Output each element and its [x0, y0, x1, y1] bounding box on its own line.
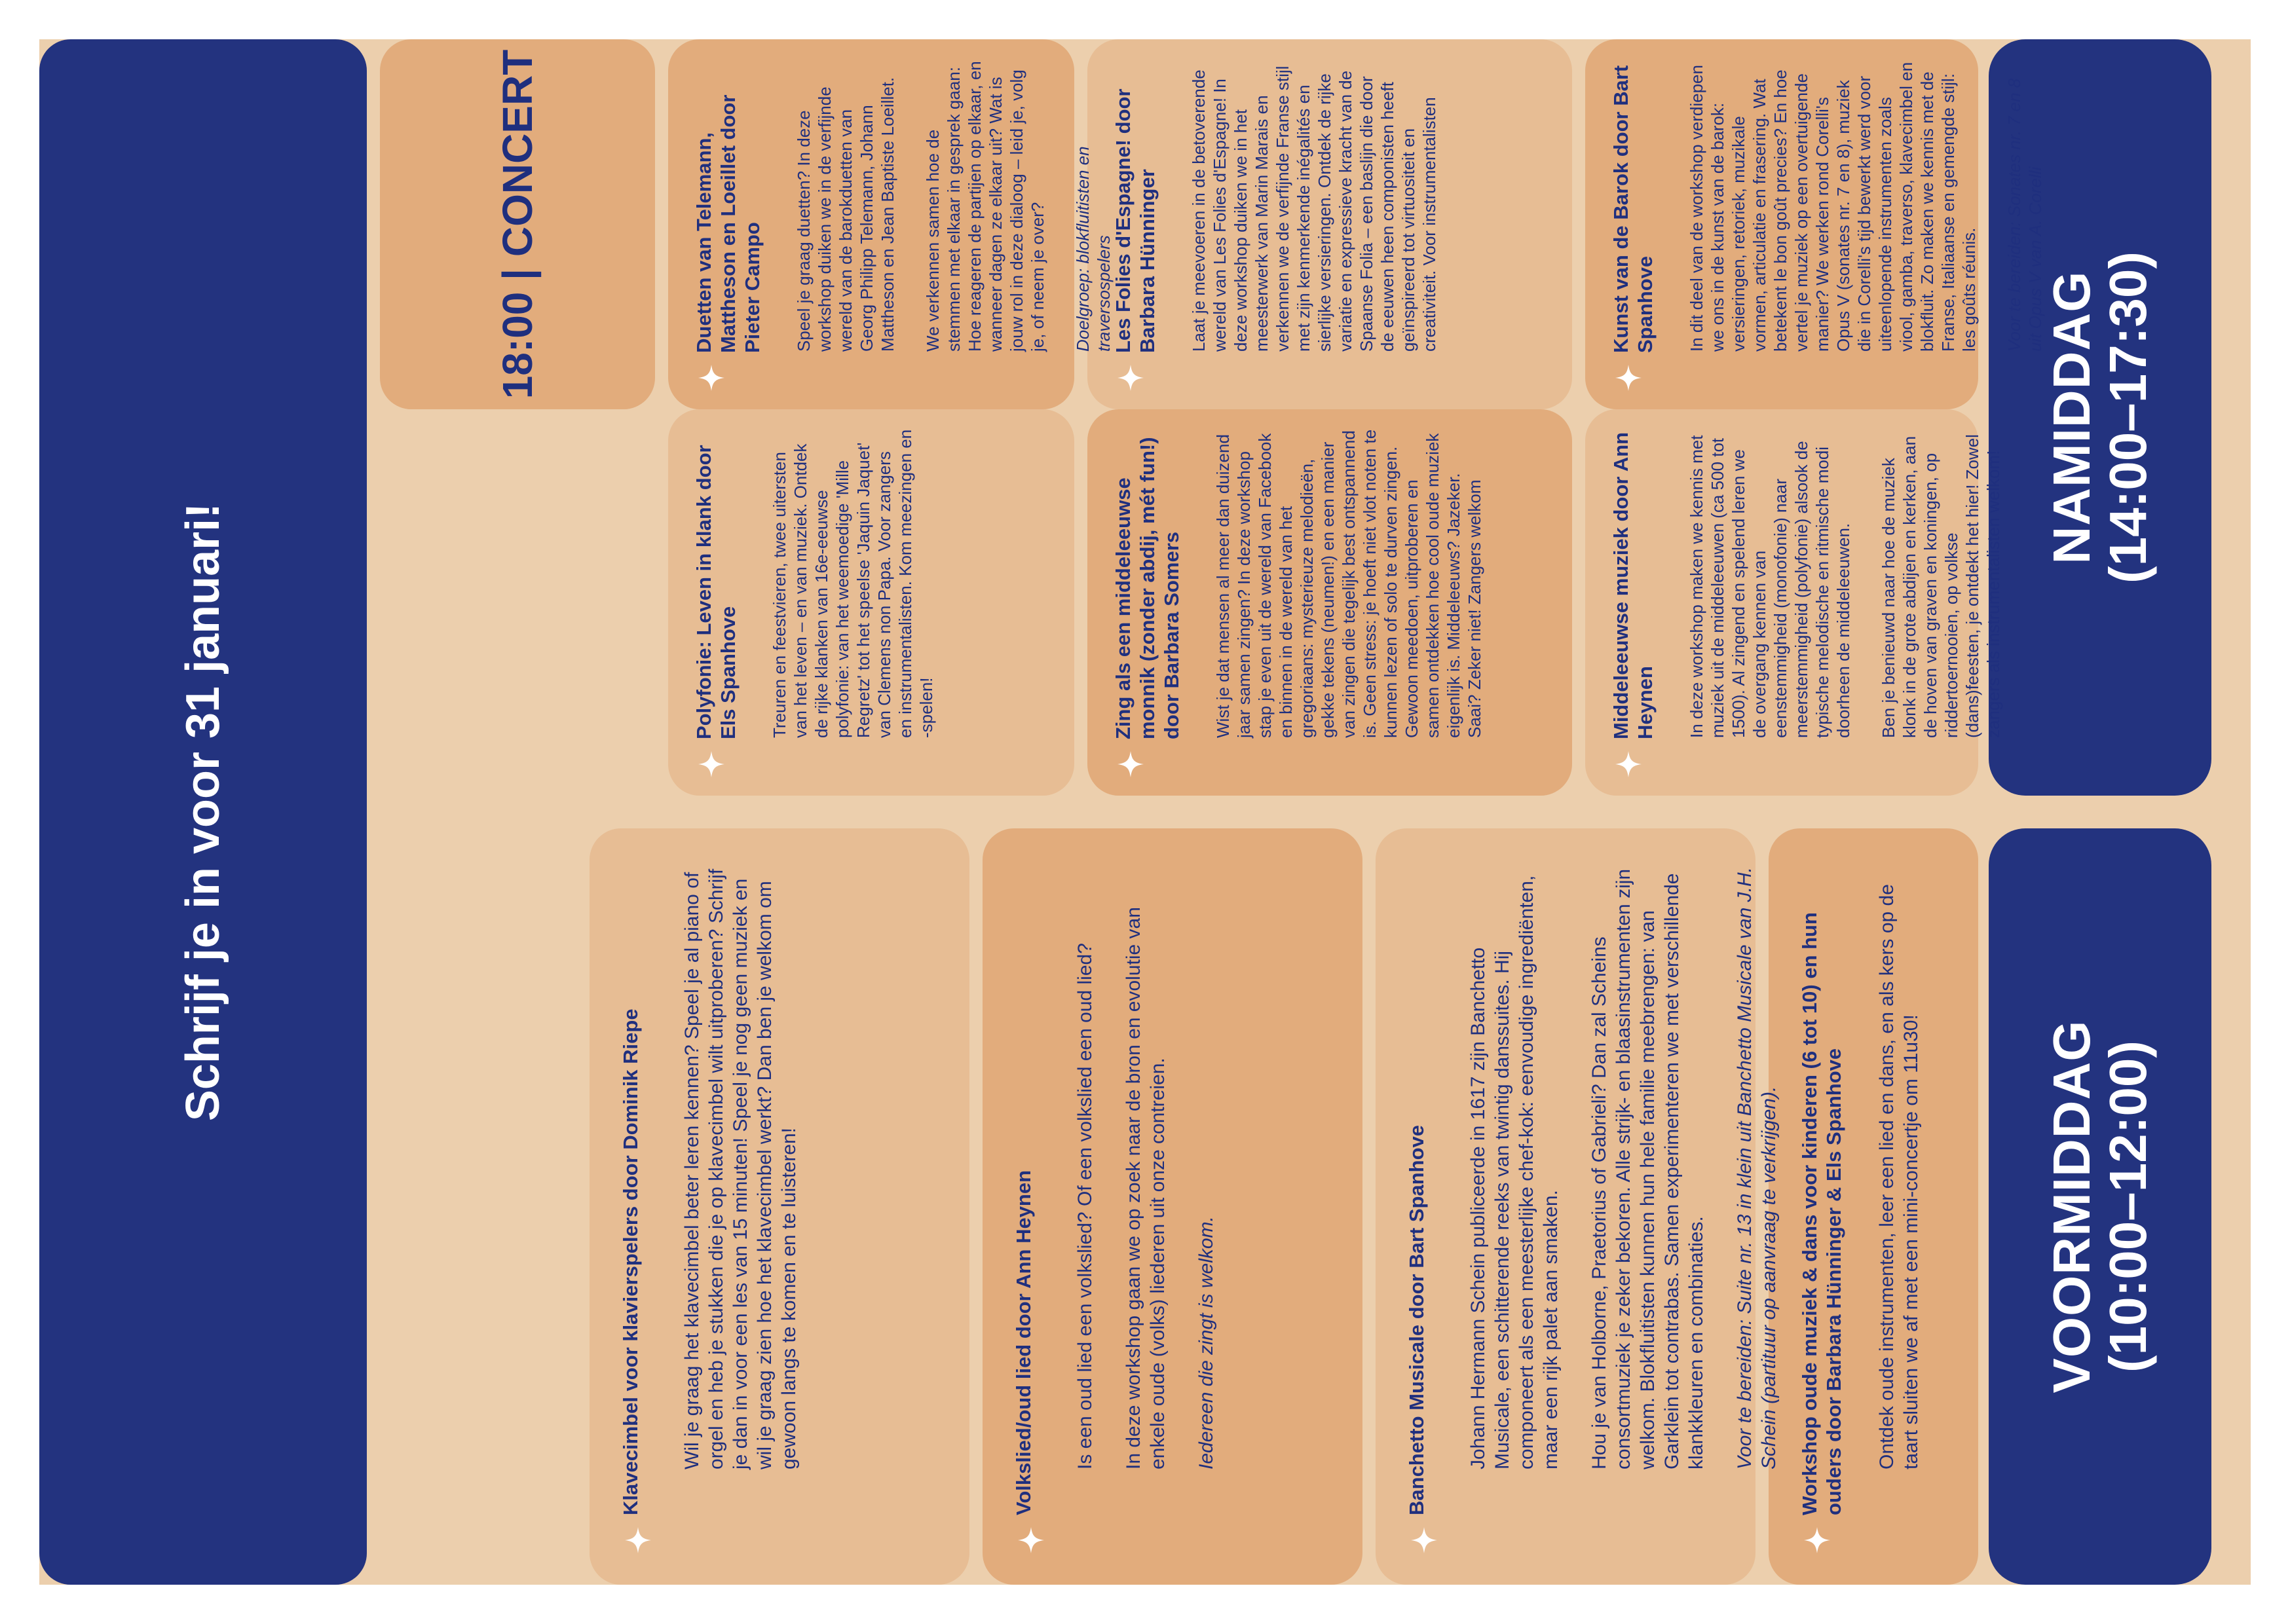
morning-header	[1989, 828, 2211, 1585]
session-note: Voor te bereiden: Sonates nr. 7 en 8 uit Opus V van A. Corelli	[2004, 78, 2045, 352]
concert-block	[380, 39, 655, 409]
session-text: In dit deel van de workshop verdiepen we ons in de kunst van de barok: versieringen, retoriek, muzikale vormen, articulatie en frasering. Wat betekent le bon goût precies? En hoe vertel je muziek op een overtuigende manier? We werken rond Corelli's Opus V (sonates nr. 7 en 8), muziek die in Corelli's tijd bewerkt werd voor uiteenlopende instrumenten zoals viool, gamba, traverso, klavecimbel en blokfluit. Zo maken we kennis met de Franse, Italiaanse en gemengde stijl: les goûts réunis.	[1687, 62, 1979, 352]
signup-text: Schrijf je in voor 31 januari!	[177, 502, 229, 1122]
sparkle-star-icon	[1018, 1527, 1044, 1553]
morning-time: (10:00–12:00)	[2099, 1041, 2157, 1373]
session-card	[1585, 39, 2045, 409]
sparkle-star-icon	[1411, 1527, 1437, 1553]
session-card	[1585, 409, 2003, 796]
session-text: Is een oud lied een volkslied? Of een volkslied een oud lied?	[1074, 943, 1096, 1469]
session-text: Wil je graag het klavecimbel beter leren kennen? Speel je al piano of orgel en heb je stukken die je op klavecimbel wilt uitproberen? Schrijf je dan in voor een les van 15 minuten! Speel je nog geen muziek en wil je graag zien hoe het klavecimbel werkt? Dan ben je welkom om gewoon langs te komen en te luisteren!	[681, 868, 800, 1469]
session-header	[1797, 860, 1846, 1553]
session-text: Wist je dat mensen al meer dan duizend jaar samen zingen? In deze workshop stap je even uit de wereld van Facebook en binnen in de wereld van het gregoriaans: mysterieuze melodieën, gekke tekens (neumen!) en een manier van zingen die tegelijk best ontspannend is. Geen stress: je hoeft niet vlot noten te kunnen lezen of solo te durven zingen. Gewoon meedoen, uitproberen en samen ontdekken hoe cool oude muziek eigenlijk is. Middeleeuws? Jazeker. Saai? Zeker niet! Zangers welkom	[1213, 429, 1484, 738]
session-note: Iedereen die zingt is welkom.	[1195, 1216, 1217, 1469]
afternoon-title: NAMIDDAG	[2042, 270, 2101, 564]
session-title: Workshop oude muziek & dans voor kinderen (6 tot 10) en hun ouders door Barbara Hünninger & Els Spanhove	[1798, 912, 1845, 1515]
afternoon-time: (14:00–17:30)	[2099, 251, 2157, 583]
session-title: Volkslied/oud lied door Ann Heynen	[1012, 1170, 1035, 1515]
session-card	[590, 828, 969, 1585]
session-card	[1087, 39, 1572, 409]
sparkle-star-icon	[1804, 1527, 1830, 1553]
session-title: Polyfonie: Leven in klank door Els Spanhove	[692, 445, 740, 739]
session-title: Duetten van Telemann, Mattheson en Loeillet door Pieter Campo	[692, 94, 764, 353]
sparkle-star-icon	[698, 751, 724, 777]
session-text: Johann Hermann Schein publiceerde in 1617 zijn Banchetto Musicale, een schitterende reeks van twintig danssuites. Hij componeert als een meesterlijke chef-kok: eenvoudige ingrediënten, maar een rijk palet aan smaken.	[1467, 875, 1562, 1469]
session-text: Treuren en feestvieren, twee uitersten van het leven – en van muziek. Ontdek de rijke klanken van 16e-eeuwse polyfonie: van het weemoedige 'Mille Regretz' tot het speelse 'Jaquin Jaquet' van Clemens non Papa. Voor zangers en instrumentalisten. Kom meezingen en -spelen!	[770, 429, 936, 738]
session-title: Les Folies d'Espagne! door Barbara Hünninger	[1112, 88, 1159, 353]
session-text: Ben je benieuwd naar hoe de muziek klonk in de grote abdijen en kerken, aan de hoven van graven en koningen, op riddertoernooien, op volkse (dans)feesten, je ontdekt het hier! Zowel zangers als instrumentalisten welkom!	[1879, 434, 2003, 738]
session-title: Banchetto Musicale door Bart Spanhove	[1405, 1125, 1428, 1515]
session-text: Speel je graag duetten? In deze workshop duiken we in de verfijnde wereld van de barokduetten van Georg Philipp Telemann, Johann Mattheson en Jean Baptiste Loeillet.	[794, 77, 897, 352]
session-title: Zing als een middeleeuwse monnik (zonder abdij, mét fun!) door Barbara Somers	[1112, 437, 1183, 739]
session-card	[1376, 828, 1780, 1585]
session-text: In deze workshop maken we kennis met muziek uit de middeleeuwen (ca 500 tot 1500). Al zingend en spelend leren we de overgang kennen van eenstemmigheid (monofonie) naar meerstemmigheid (polyfonie) alsook de typische melodische en ritmische modi doorheen de middeleeuwen.	[1687, 435, 1853, 738]
session-card	[668, 409, 1074, 796]
sparkle-star-icon	[698, 365, 724, 391]
session-text: Ontdek oude instrumenten, leer een lied en dans, en als kers op de taart sluiten we af met een mini-concertje om 11u30!	[1876, 884, 1922, 1469]
session-card	[1769, 828, 1978, 1585]
sparkle-star-icon	[1117, 751, 1144, 777]
sparkle-star-icon	[625, 1527, 651, 1553]
session-title: Middeleeuwse muziek door Ann Heynen	[1609, 432, 1657, 739]
session-text: We verkennen samen hoe de stemmen met elkaar in gesprek gaan: Hoe reageren de partijen op elkaar, en wanneer dagen ze elkaar uit? Wat is jouw rol in deze dialoog – leid je, volg je, of neem je over?	[923, 61, 1047, 352]
session-card	[1087, 409, 1572, 796]
session-note: Voor te bereiden: Suite nr. 13 in klein uit Banchetto Musicale van J.H. Schein (partituur op aanvraag te verkrijgen).	[1734, 867, 1780, 1469]
morning-title: VOORMIDDAG	[2042, 1020, 2101, 1393]
session-text: Hou je van Holborne, Praetorius of Gabrieli? Dan zal Scheins consortmuziek je zeker bekoren. Alle strijk- en blaasinstrumenten zijn welkom. Blokfluitisten kunnen hun hele familie meebrengen: van Garklein tot contrabas. Samen experimenteren we met verschillende klankkleuren en combinaties.	[1588, 868, 1707, 1469]
sparkle-star-icon	[1117, 365, 1144, 391]
session-text: In deze workshop gaan we op zoek naar de bron en evolutie van enkele oude (volks) liederen uit onze contreien.	[1123, 907, 1169, 1469]
sparkle-star-icon	[1615, 365, 1642, 391]
session-text: Laat je meevoeren in de betoverende wereld van Les Folies d'Espagne! In deze workshop duiken we in het meesterwerk van Marin Marais en verkennen we de verfijnde Franse stijl met zijn kenmerkende inégalités en sierlijke versieringen. Ontdek de rijke variatie en expressieve kracht van de Spaanse Folia – een baslijn die door de eeuwen heen componisten heeft geïnspireerd tot virtuositeit en creativiteit. Voor instrumentalisten	[1189, 65, 1439, 352]
session-card	[668, 39, 1114, 409]
session-title: Klavecimbel voor klavierspelers door Dominik Riepe	[619, 1008, 642, 1515]
session-note: Doelgroep: blokfluitisten en traversospelers	[1073, 146, 1114, 352]
program-sheet	[39, 39, 2251, 1585]
session-title: Kunst van de Barok door Bart Spanhove	[1609, 65, 1657, 353]
session-card	[983, 828, 1362, 1585]
signup-banner[interactable]	[39, 39, 367, 1585]
concert-label: 18:00 | CONCERT	[494, 49, 541, 399]
sparkle-star-icon	[1615, 751, 1642, 777]
